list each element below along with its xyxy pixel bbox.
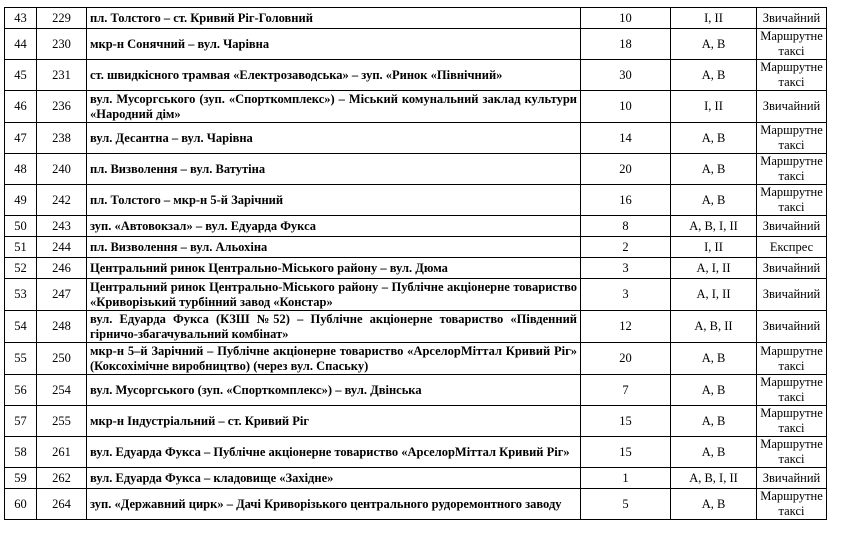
service-mode: Маршрутне таксі — [757, 375, 827, 406]
row-number: 53 — [5, 279, 37, 311]
route-description: мкр-н 5–й Зарічний – Публічне акціонерне товариство «АрселорМіттал Кривий Ріг» (Коксохімічне виробництво) (через вул. Спаську) — [87, 343, 581, 375]
vehicle-count: 15 — [581, 406, 671, 437]
route-description: зуп. «Державний цирк» – Дачі Криворізького центрального рудоремонтного заводу — [87, 489, 581, 520]
row-number: 55 — [5, 343, 37, 375]
route-description: Центральний ринок Центрально-Міського району – вул. Дюма — [87, 258, 581, 279]
row-number: 47 — [5, 123, 37, 154]
route-number: 231 — [37, 60, 87, 91]
route-number: 262 — [37, 468, 87, 489]
vehicle-count: 14 — [581, 123, 671, 154]
table-row — [5, 489, 827, 520]
route-description: мкр-н Сонячний – вул. Чарівна — [87, 29, 581, 60]
service-mode: Звичайний — [757, 91, 827, 123]
vehicle-count: 10 — [581, 8, 671, 29]
route-description: зуп. «Автовокзал» – вул. Едуарда Фукса — [87, 216, 581, 237]
route-description: вул. Десантна – вул. Чарівна — [87, 123, 581, 154]
route-number: 248 — [37, 311, 87, 343]
vehicle-count: 20 — [581, 343, 671, 375]
route-description: мкр-н Індустріальний – ст. Кривий Ріг — [87, 406, 581, 437]
table-row — [5, 343, 827, 375]
vehicle-count: 15 — [581, 437, 671, 468]
route-description: вул. Мусоргського (зуп. «Спорткомплекс») – вул. Двінська — [87, 375, 581, 406]
route-description: Центральний ринок Центрально-Міського району – Публічне акціонерне товариство «Криворізький турбінний завод «Констар» — [87, 279, 581, 311]
table-row — [5, 216, 827, 237]
vehicle-count: 10 — [581, 91, 671, 123]
table-row — [5, 29, 827, 60]
vehicle-classes: A, B — [671, 123, 757, 154]
vehicle-count: 16 — [581, 185, 671, 216]
route-number: 264 — [37, 489, 87, 520]
route-description: пл. Визволення – вул. Ватутіна — [87, 154, 581, 185]
row-number: 50 — [5, 216, 37, 237]
row-number: 60 — [5, 489, 37, 520]
vehicle-count: 5 — [581, 489, 671, 520]
service-mode: Звичайний — [757, 311, 827, 343]
route-description: вул. Едуарда Фукса – Публічне акціонерне товариство «АрселорМіттал Кривий Ріг» — [87, 437, 581, 468]
vehicle-count: 3 — [581, 279, 671, 311]
service-mode: Звичайний — [757, 468, 827, 489]
vehicle-classes: A, B — [671, 343, 757, 375]
vehicle-count: 3 — [581, 258, 671, 279]
route-number: 238 — [37, 123, 87, 154]
vehicle-classes: I, II — [671, 91, 757, 123]
row-number: 46 — [5, 91, 37, 123]
service-mode: Звичайний — [757, 258, 827, 279]
vehicle-classes: I, II — [671, 237, 757, 258]
vehicle-classes: A, B — [671, 154, 757, 185]
row-number: 48 — [5, 154, 37, 185]
table-row — [5, 406, 827, 437]
table-row — [5, 123, 827, 154]
service-mode: Маршрутне таксі — [757, 185, 827, 216]
service-mode: Маршрутне таксі — [757, 406, 827, 437]
route-number: 246 — [37, 258, 87, 279]
table-row — [5, 154, 827, 185]
route-description: пл. Толстого – ст. Кривий Ріг-Головний — [87, 8, 581, 29]
row-number: 45 — [5, 60, 37, 91]
table-row — [5, 279, 827, 311]
row-number: 51 — [5, 237, 37, 258]
route-number: 261 — [37, 437, 87, 468]
service-mode: Експрес — [757, 237, 827, 258]
route-description: ст. швидкісного трамвая «Електрозаводська» – зуп. «Ринок «Північний» — [87, 60, 581, 91]
service-mode: Маршрутне таксі — [757, 29, 827, 60]
row-number: 52 — [5, 258, 37, 279]
row-number: 56 — [5, 375, 37, 406]
table-row — [5, 258, 827, 279]
service-mode: Маршрутне таксі — [757, 489, 827, 520]
vehicle-count: 8 — [581, 216, 671, 237]
service-mode: Маршрутне таксі — [757, 343, 827, 375]
route-number: 240 — [37, 154, 87, 185]
row-number: 54 — [5, 311, 37, 343]
service-mode: Звичайний — [757, 216, 827, 237]
routes-table — [4, 7, 827, 520]
route-number: 236 — [37, 91, 87, 123]
table-row — [5, 185, 827, 216]
vehicle-count: 2 — [581, 237, 671, 258]
vehicle-classes: A, I, II — [671, 279, 757, 311]
table-row — [5, 468, 827, 489]
route-number: 244 — [37, 237, 87, 258]
vehicle-classes: A, B — [671, 185, 757, 216]
vehicle-classes: A, B — [671, 375, 757, 406]
row-number: 44 — [5, 29, 37, 60]
service-mode: Маршрутне таксі — [757, 154, 827, 185]
row-number: 58 — [5, 437, 37, 468]
table-row — [5, 437, 827, 468]
row-number: 59 — [5, 468, 37, 489]
route-number: 247 — [37, 279, 87, 311]
service-mode: Звичайний — [757, 8, 827, 29]
table-row — [5, 60, 827, 91]
route-description: вул. Мусоргського (зуп. «Спорткомплекс») – Міський комунальний заклад культури «Народний дім» — [87, 91, 581, 123]
route-number: 254 — [37, 375, 87, 406]
vehicle-count: 12 — [581, 311, 671, 343]
service-mode: Маршрутне таксі — [757, 437, 827, 468]
vehicle-classes: A, B — [671, 29, 757, 60]
row-number: 57 — [5, 406, 37, 437]
route-number: 255 — [37, 406, 87, 437]
row-number: 43 — [5, 8, 37, 29]
vehicle-classes: A, B — [671, 489, 757, 520]
table-row — [5, 375, 827, 406]
service-mode: Маршрутне таксі — [757, 123, 827, 154]
vehicle-count: 7 — [581, 375, 671, 406]
vehicle-classes: A, B — [671, 60, 757, 91]
vehicle-count: 20 — [581, 154, 671, 185]
route-number: 250 — [37, 343, 87, 375]
vehicle-classes: I, II — [671, 8, 757, 29]
vehicle-count: 1 — [581, 468, 671, 489]
table-row — [5, 91, 827, 123]
vehicle-classes: A, B, I, II — [671, 216, 757, 237]
vehicle-classes: A, B — [671, 406, 757, 437]
service-mode: Звичайний — [757, 279, 827, 311]
vehicle-count: 18 — [581, 29, 671, 60]
route-description: пл. Толстого – мкр-н 5-й Зарічний — [87, 185, 581, 216]
table-row — [5, 237, 827, 258]
route-description: пл. Визволення – вул. Альохіна — [87, 237, 581, 258]
vehicle-classes: A, B, II — [671, 311, 757, 343]
vehicle-classes: A, I, II — [671, 258, 757, 279]
route-description: вул. Едуарда Фукса (КЗШ №52) – Публічне акціонерне товариство «Південний гірничо-збагачувальний комбінат» — [87, 311, 581, 343]
route-number: 243 — [37, 216, 87, 237]
route-number: 242 — [37, 185, 87, 216]
route-number: 230 — [37, 29, 87, 60]
vehicle-classes: A, B — [671, 437, 757, 468]
table-row — [5, 8, 827, 29]
row-number: 49 — [5, 185, 37, 216]
service-mode: Маршрутне таксі — [757, 60, 827, 91]
vehicle-classes: A, B, I, II — [671, 468, 757, 489]
vehicle-count: 30 — [581, 60, 671, 91]
route-description: вул. Едуарда Фукса – кладовище «Західне» — [87, 468, 581, 489]
route-number: 229 — [37, 8, 87, 29]
table-row — [5, 311, 827, 343]
